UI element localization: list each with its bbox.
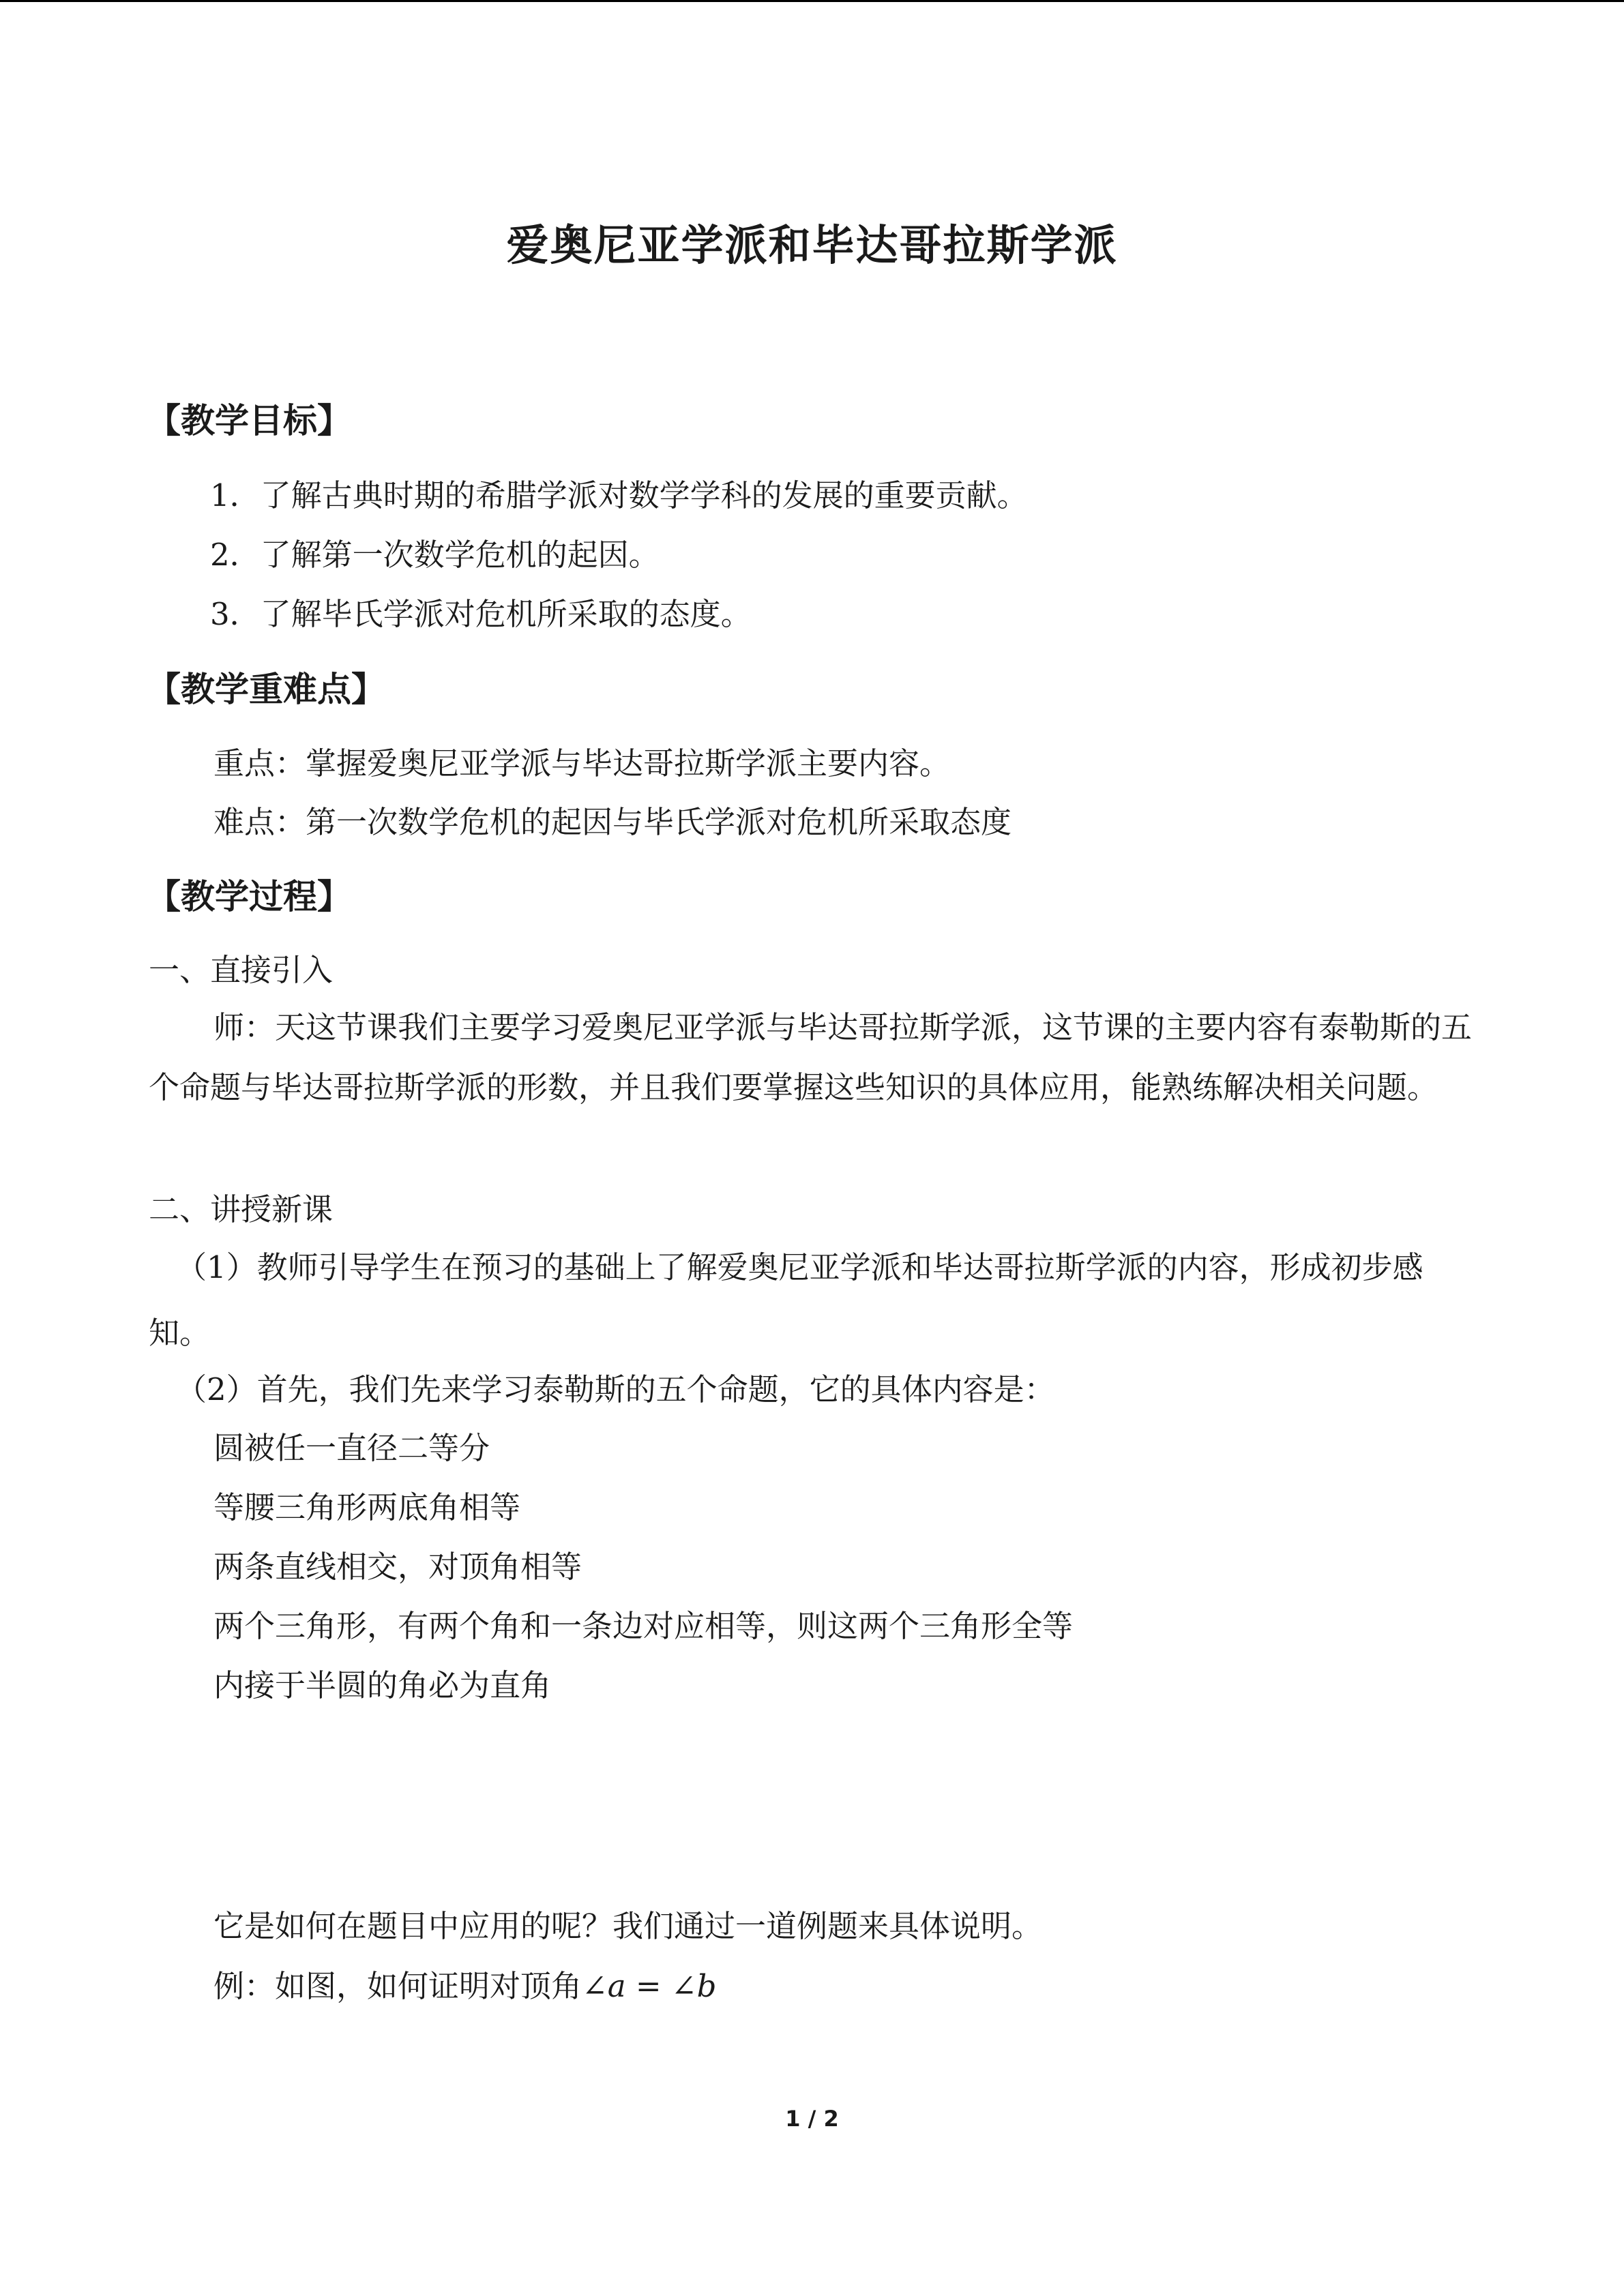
application-question: 它是如何在题目中应用的呢？我们通过一道例题来具体说明。 — [213, 1908, 1043, 1944]
proposition-1: 圆被任一直径二等分 — [213, 1430, 490, 1466]
example-line — [213, 1968, 717, 2004]
objective-item-3: 3．了解毕氏学派对危机所采取的态度。 — [210, 596, 752, 632]
step1-paragraph: （1）教师引导学生在预习的基础上了解爱奥尼亚学派和毕达哥拉斯学派的内容，形成初步感知。 — [149, 1249, 1423, 1351]
difficulty-point: 难点：第一次数学危机的起因与毕氏学派对危机所采取态度 — [213, 804, 1012, 840]
example-text: 例：如图，如何证明对顶角 — [213, 1968, 582, 2004]
proposition-3: 两条直线相交，对顶角相等 — [213, 1549, 582, 1585]
objectives-heading: 【教学目标】 — [147, 401, 351, 441]
objective-item-2: 2．了解第一次数学危机的起因。 — [210, 537, 660, 573]
proposition-5: 内接于半圆的角必为直角 — [213, 1667, 552, 1703]
part1-paragraph: 师：天这节课我们主要学习爱奥尼亚学派与毕达哥拉斯学派，这节课的主要内容有泰勒斯的五个命题与毕达哥拉斯学派的形数，并且我们要掌握这些知识的具体应用，能熟练解决相关问题。 — [149, 1009, 1473, 1105]
process-heading: 【教学过程】 — [147, 877, 351, 916]
key-points-heading: 【教学重难点】 — [147, 670, 385, 709]
part1-title: 一、直接引入 — [149, 952, 334, 988]
example-math: ∠a = ∠b — [582, 1968, 717, 2004]
proposition-4: 两个三角形，有两个角和一条边对应相等，则这两个三角形全等 — [213, 1608, 1074, 1644]
top-border — [0, 0, 1624, 2]
objective-item-1: 1．了解古典时期的希腊学派对数学学科的发展的重要贡献。 — [210, 477, 1028, 513]
focus-point: 重点：掌握爱奥尼亚学派与毕达哥拉斯学派主要内容。 — [213, 745, 951, 781]
page-number: 1 / 2 — [785, 2106, 839, 2132]
part2-title: 二、讲授新课 — [149, 1191, 334, 1227]
proposition-2: 等腰三角形两底角相等 — [213, 1489, 521, 1525]
document-title: 爱奥尼亚学派和毕达哥拉斯学派 — [506, 220, 1118, 270]
step2-intro: （2）首先，我们先来学习泰勒斯的五个命题，它的具体内容是： — [176, 1371, 1055, 1407]
